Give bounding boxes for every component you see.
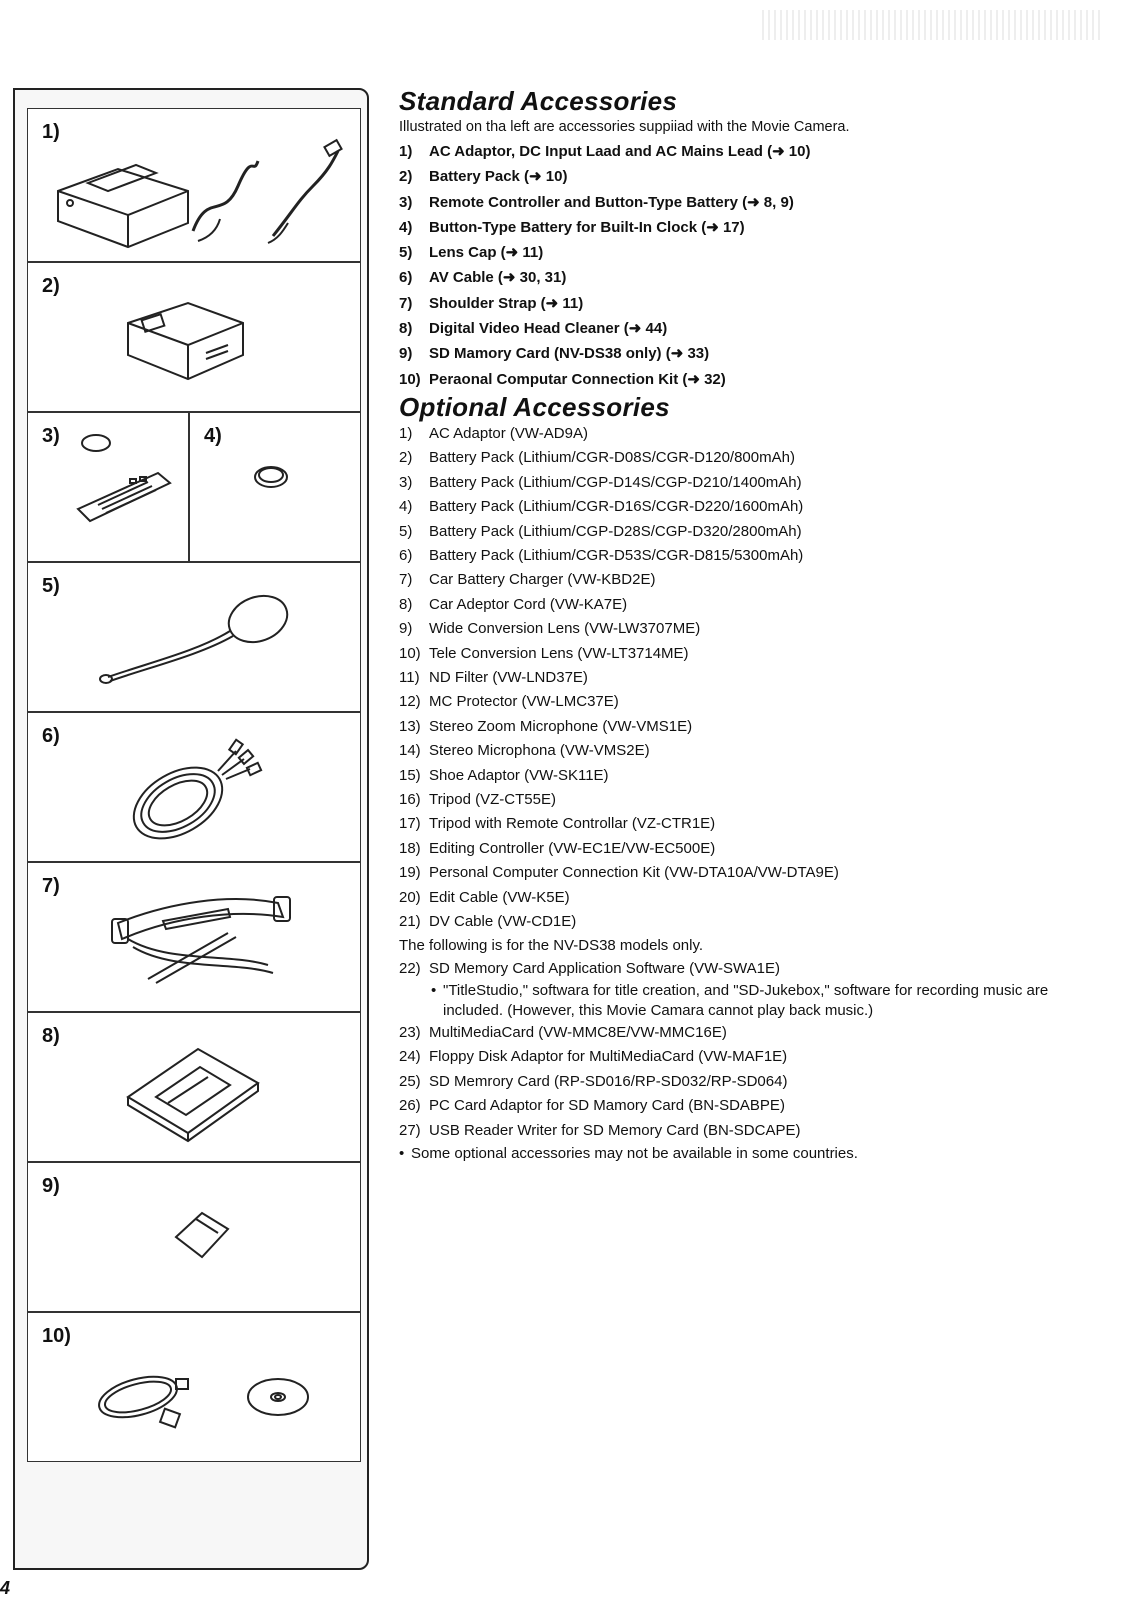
panel-label: 6) (42, 725, 60, 747)
av-cable-icon (118, 723, 278, 853)
standard-accessories-heading: Standard Accessories (399, 86, 678, 116)
list-item: 13) Stereo Zoom Microphone (VW-VMS1E) (399, 717, 693, 735)
optional-accessories-list (399, 422, 1099, 935)
standard-accessories-list (399, 139, 1099, 392)
list-item: 9) Wide Conversion Lens (VW-LW3707ME) (399, 620, 701, 638)
bullet-icon: • (431, 981, 437, 999)
list-item: 5) Lens Cap (➜ 11) (399, 244, 544, 262)
panel-label: 7) (42, 875, 60, 897)
panel-label: 9) (42, 1175, 60, 1197)
list-item: 4) Button-Type Battery for Built-In Clock (➜ 17) (399, 218, 745, 236)
accessories-illustration-panel (13, 88, 369, 1570)
list-item: 7) Shoulder Strap (➜ 11) (399, 294, 584, 312)
list-item: 14) Stereo Microphona (VW-VMS2E) (399, 742, 650, 760)
list-item: 17) Tripod with Remote Controllar (VZ-CTR1E) (399, 815, 716, 833)
list-item: 3) Battery Pack (Lithium/CGP-D14S/CGP-D210/1400mAh) (399, 473, 802, 491)
list-item: 24) Floppy Disk Adaptor for MultiMediaCard (VW-MAF1E) (399, 1048, 788, 1066)
panel-cell-2 (27, 262, 361, 412)
page-number: 4 (0, 1578, 11, 1598)
panel-label: 4) (204, 425, 222, 447)
ac-adaptor-icon (48, 131, 348, 251)
panel-cell-5 (27, 562, 361, 712)
list-item: 10) Peraonal Computar Connection Kit (➜ 32) (399, 370, 726, 388)
ds38-note: The following is for the NV-DS38 models only. (399, 936, 704, 954)
list-item: 8) Car Adeptor Cord (VW-KA7E) (399, 595, 628, 613)
list-item: 16) Tripod (VZ-CT55E) (399, 791, 556, 809)
list-item: 4) Battery Pack (Lithium/CGR-D16S/CGR-D220/1600mAh) (399, 498, 804, 516)
panel-label: 3) (42, 425, 60, 447)
list-item: 25) SD Memrory Card (RP-SD016/RP-SD032/RP-SD064) (399, 1072, 788, 1090)
list-item: 26) PC Card Adaptor for SD Mamory Card (BN-SDABPE) (399, 1097, 785, 1115)
panel-label: 10) (42, 1325, 71, 1347)
list-item: 15) Shoe Adaptor (VW-SK11E) (399, 766, 609, 784)
list-item: 2) Battery Pack (Lithium/CGR-D08S/CGR-D120/800mAh) (399, 449, 795, 467)
panel-cell-10 (27, 1312, 361, 1462)
list-item: 5) Battery Pack (Lithium/CGP-D28S/CGP-D320/2800mAh) (399, 522, 802, 540)
button-battery-icon (246, 459, 296, 495)
optional-accessories-list-ds38 (399, 957, 1099, 981)
shoulder-strap-icon (108, 883, 298, 993)
list-item: 1) AC Adaptor (VW-AD9A) (399, 424, 588, 442)
list-item: 2) Battery Pack (➜ 10) (399, 168, 568, 186)
list-item: 6) Battery Pack (Lithium/CGR-D53S/CGR-D815/5300mAh) (399, 547, 804, 564)
availability-footnote: • Some optional accessories may not be available in some countries. (399, 1143, 1099, 1165)
list-item: 21) DV Cable (VW-CD1E) (399, 913, 577, 931)
panel-label: 2) (42, 275, 60, 297)
list-item: 27) USB Reader Writer for SD Memory Card (BN-SDCAPE) (399, 1121, 801, 1139)
panel-cell-4 (189, 412, 361, 562)
list-item: 20) Edit Cable (VW-K5E) (399, 888, 570, 906)
list-item: 12) MC Protector (VW-LMC37E) (399, 693, 619, 711)
panel-label: 8) (42, 1025, 60, 1047)
head-cleaner-icon (118, 1037, 268, 1147)
panel-cell-7 (27, 862, 361, 1012)
scan-noise (762, 10, 1102, 40)
accessories-text (399, 86, 1099, 1165)
connection-kit-icon (88, 1357, 338, 1447)
panel-label: 5) (42, 575, 60, 597)
list-item: 18) Editing Controller (VW-EC1E/VW-EC500E) (399, 839, 716, 857)
list-item: 10) Tele Conversion Lens (VW-LT3714ME) (399, 644, 689, 662)
standard-intro: Illustrated on tha left are accessories suppiiad with the Movie Camera. (399, 119, 850, 135)
panel-label: 1) (42, 121, 60, 143)
panel-cell-1 (27, 108, 361, 262)
list-item: 6) AV Cable (➜ 30, 31) (399, 269, 567, 287)
list-item: 8) Digital Video Head Cleaner (➜ 44) (399, 320, 668, 338)
lens-cap-icon (88, 581, 308, 691)
panel-cell-6 (27, 712, 361, 862)
list-item: 3) Remote Controller and Button-Type Battery (➜ 8, 9) (399, 193, 794, 211)
optional-accessories-list-cont (399, 1021, 1099, 1143)
list-item: 22) SD Memory Card Application Software (VW-SWA1E) (399, 959, 780, 977)
list-item: 7) Car Battery Charger (VW-KBD2E) (399, 571, 656, 589)
sd-card-icon (168, 1207, 238, 1267)
panel-cell-3 (27, 412, 189, 562)
battery-pack-icon (118, 283, 258, 393)
list-item: 11) ND Filter (VW-LND37E) (399, 669, 588, 687)
software-note: • "TitleStudio," softwara for title creation, and "SD-Jukebox," software for recording music are included. (However, this Movie Camara cannot play back music.) (431, 981, 1049, 1019)
list-item: 1) AC Adaptor, DC Input Laad and AC Mains Lead (➜ 10) (399, 143, 811, 160)
list-item: 19) Personal Computer Connection Kit (VW-DTA10A/VW-DTA9E) (399, 864, 839, 882)
bullet-icon: • (399, 1144, 405, 1162)
list-item: 9) SD Mamory Card (NV-DS38 only) (➜ 33) (399, 345, 710, 363)
remote-controller-icon (68, 421, 188, 541)
list-item: 23) MultiMediaCard (VW-MMC8E/VW-MMC16E) (399, 1023, 727, 1041)
panel-cell-8 (27, 1012, 361, 1162)
optional-accessories-heading: Optional Accessories (399, 391, 670, 422)
panel-cell-9 (27, 1162, 361, 1312)
